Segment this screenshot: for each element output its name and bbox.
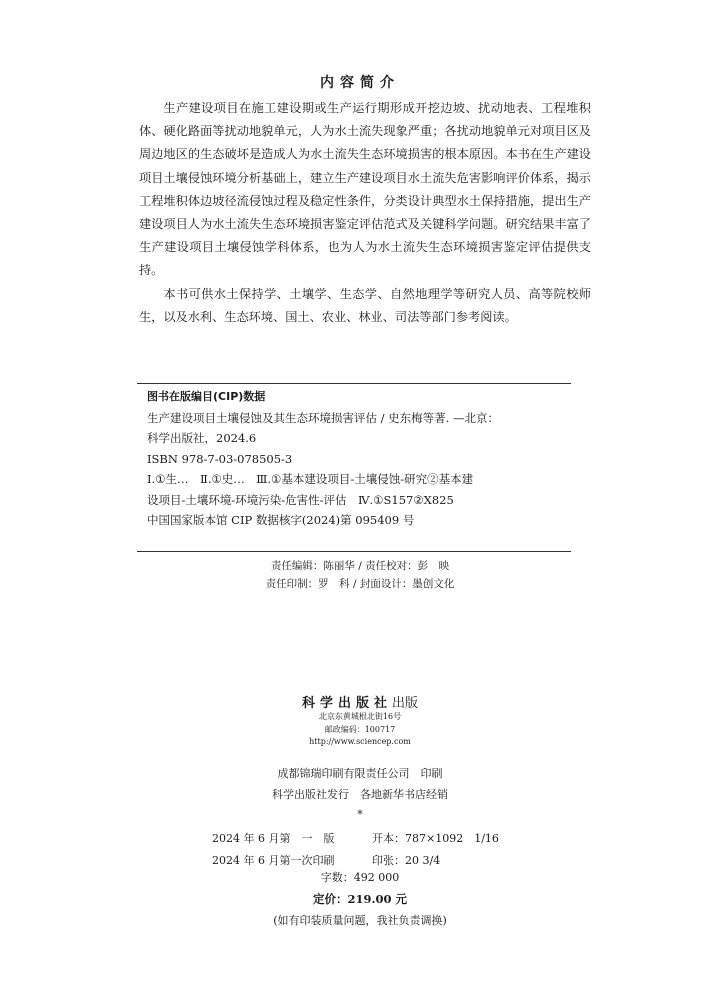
cip-top-rule — [137, 383, 571, 384]
edition: 2024 年 6 月第 一 版 — [212, 832, 335, 845]
editors-line-2: 责任印制：罗 科 / 封面设计：墨创文化 — [265, 578, 455, 590]
intro-paragraph-2: 本书可供水土保持学、土壤学、生态学、自然地理学等研究人员、高等院校师生，以及水利、生态环境、国土、农业、林业、司法等部门参考阅读。 — [139, 286, 591, 324]
cip-publisher-line: 科学出版社，2024.6 — [147, 431, 257, 445]
publisher-address: 北京东黄城根北街16号 — [318, 712, 402, 721]
cip-isbn: ISBN 978-7-03-078505-3 — [147, 451, 293, 466]
quality-note: (如有印装质量问题，我社负责调换) — [273, 914, 447, 927]
print-sheets: 印张：20 3/4 — [372, 854, 441, 867]
cip-block — [147, 387, 587, 531]
cip-classification-2: 设项目-土壤环境-环境污染-危害性-评估 Ⅳ.①S157②X825 — [147, 492, 454, 507]
publisher-name: 科学出版社 — [301, 696, 392, 711]
distribution: 科学出版社发行 各地新华书店经销 — [272, 787, 448, 801]
price: 定价：219.00 元 — [312, 892, 407, 906]
publisher-suffix: 出版 — [392, 696, 419, 711]
cip-title-line: 生产建设项目土壤侵蚀及其生态环境损害评估 / 史东梅等著. —北京： — [147, 410, 499, 425]
publisher-postcode: 邮政编码：100717 — [324, 724, 396, 734]
impression: 2024 年 6 月第一次印刷 — [212, 854, 335, 867]
editors-line-1: 责任编辑：陈丽华 / 责任校对：彭 映 — [270, 560, 450, 572]
intro-text — [139, 97, 591, 329]
book-format: 开本：787×1092 1/16 — [372, 832, 499, 845]
intro-title: 内容简介 — [320, 75, 400, 91]
cip-bottom-rule — [137, 551, 571, 552]
edition-row-1 — [212, 828, 499, 850]
publisher-url: http://www.sciencep.com — [309, 737, 411, 746]
cip-number: 中国国家版本馆 CIP 数据核字(2024)第 095409 号 — [147, 513, 415, 527]
intro-paragraph-1: 生产建设项目在施工建设期或生产运行期形成开挖边坡、扰动地表、工程堆积体、硬化路面等扰动地貌单元，人为水土流失现象严重；各扰动地貌单元对项目区及周边地区的生态破坏是造成人为水土流失生态环境损害的根本原因。本书在生产建设项目土壤侵蚀环境分析基础上，建立生产建设项目水土流失危害影响评价体系，揭示工程堆积体边坡径流侵蚀过程及稳定性条件，分类设计典型水土保持措施，提出生产建设项目人为水土流失生态环境损害鉴定评估范式及关键科学问题。研究结果丰富了生产建设项目土壤侵蚀学科体系，也为人为水土流失生态环境损害鉴定评估提供支持。 — [139, 101, 591, 278]
word-count: 字数：492 000 — [320, 871, 400, 884]
publisher-name-line — [0, 692, 720, 711]
editors-block — [0, 557, 720, 593]
printing-block — [0, 764, 720, 826]
printer: 成都锦瑞印刷有限责任公司 印刷 — [277, 767, 443, 780]
cip-heading: 图书在版编目(CIP)数据 — [147, 390, 266, 403]
separator-star: * — [357, 808, 363, 821]
cip-classification-1: Ⅰ.①生… Ⅱ.①史… Ⅲ.①基本建设项目-土壤侵蚀-研究②基本建 — [147, 472, 474, 486]
publisher-block — [0, 692, 720, 749]
edition-grid — [212, 828, 499, 872]
